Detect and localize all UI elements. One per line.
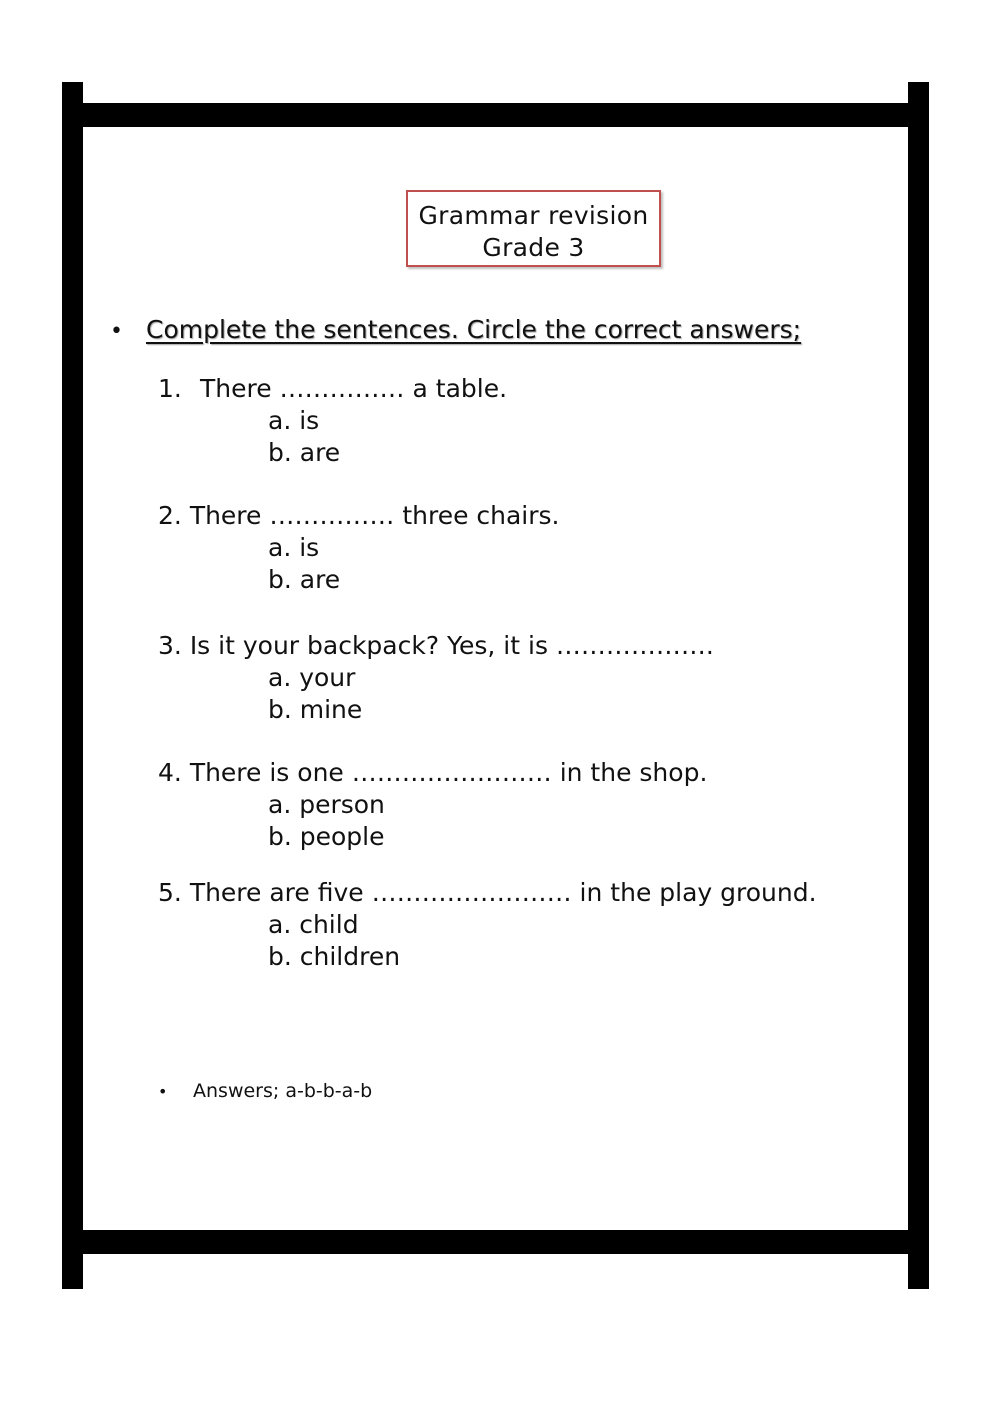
question-4	[158, 756, 707, 853]
title-box	[406, 190, 661, 267]
question-stem	[158, 499, 560, 532]
frame-top-bar	[62, 103, 929, 127]
answer-option-b[interactable]: b. people	[268, 822, 385, 851]
question-stem	[158, 876, 817, 909]
answer-option-b[interactable]: b. mine	[268, 695, 363, 724]
answer-key-text: Answers; a-b-b-a-b	[193, 1080, 373, 1102]
answer-option-a[interactable]: a. your	[268, 663, 356, 692]
instruction-text: Complete the sentences. Circle the correct answers;	[146, 315, 802, 344]
question-text: Is it your backpack? Yes, it is ……………….	[189, 631, 714, 660]
question-5	[158, 876, 817, 973]
answer-option-a[interactable]: a. child	[268, 910, 359, 939]
question-stem	[158, 629, 714, 662]
instruction	[110, 315, 801, 344]
frame-right-bar	[908, 82, 929, 1289]
question-text: There is one …………………… in the shop.	[189, 758, 708, 787]
question-stem	[158, 756, 707, 789]
question-1	[158, 372, 507, 469]
answer-option-a[interactable]: a. person	[268, 790, 385, 819]
instruction-bullet: •	[110, 319, 123, 344]
question-3	[158, 629, 714, 726]
frame-bottom-bar	[62, 1230, 929, 1254]
question-number: 2.	[158, 501, 182, 530]
answer-key	[158, 1080, 372, 1102]
answer-option-a[interactable]: a. is	[268, 406, 320, 435]
title-line-1: Grammar revision	[418, 201, 649, 230]
question-number: 1.	[158, 374, 182, 403]
question-text: There are five …………………… in the play ground.	[189, 878, 817, 907]
title-line-2: Grade 3	[482, 233, 585, 262]
answer-option-b[interactable]: b. are	[268, 565, 341, 594]
question-2	[158, 499, 560, 596]
question-stem	[158, 372, 507, 405]
question-number: 3.	[158, 631, 182, 660]
answer-key-bullet: •	[158, 1082, 168, 1101]
frame-left-bar	[62, 82, 83, 1289]
question-number: 5.	[158, 878, 182, 907]
answer-option-b[interactable]: b. children	[268, 942, 401, 971]
answer-option-b[interactable]: b. are	[268, 438, 341, 467]
answer-option-a[interactable]: a. is	[268, 533, 320, 562]
question-text: There …………… three chairs.	[189, 501, 560, 530]
question-number: 4.	[158, 758, 182, 787]
question-text: There …………… a table.	[200, 374, 508, 403]
